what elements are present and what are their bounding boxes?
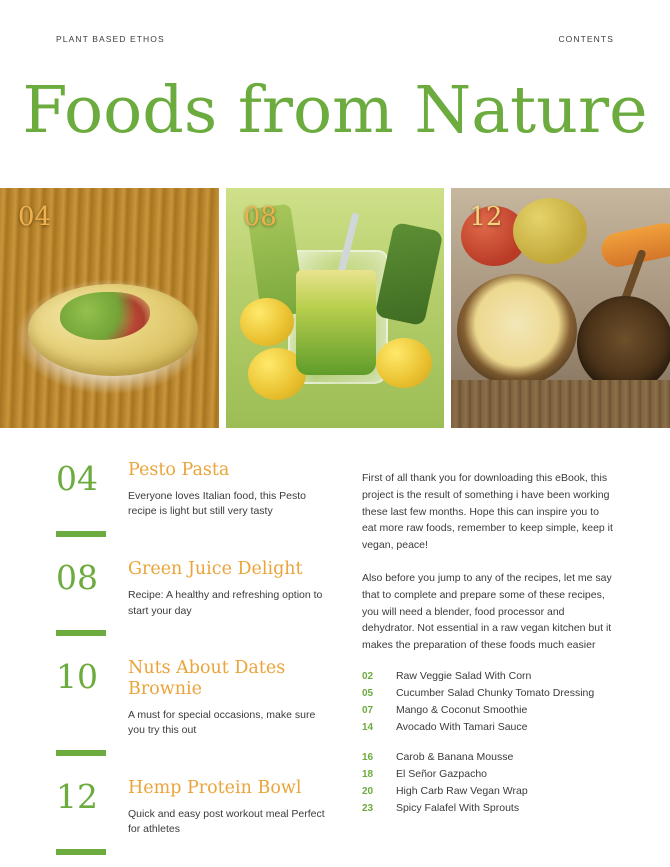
- toc-page-number: 16: [361, 751, 374, 763]
- toc-row[interactable]: [362, 687, 614, 699]
- toc-entry-label: Carob & Banana Mousse: [395, 750, 514, 763]
- straw-shape: [335, 212, 359, 282]
- toc-page-number: 02: [361, 670, 374, 682]
- pesto-pasta-photo: [0, 188, 219, 428]
- toc-entry-label: Avocado With Tamari Sauce: [395, 720, 528, 733]
- lemon-shape: [248, 348, 306, 400]
- feature-title: Nuts About Dates Brownie: [128, 658, 286, 699]
- feature-title: Hemp Protein Bowl: [128, 778, 302, 799]
- feature-description: Quick and easy post workout meal Perfect for athletes: [128, 807, 325, 836]
- photo-strip: [0, 188, 670, 428]
- toc-row[interactable]: [362, 768, 614, 780]
- feature-divider: [56, 849, 106, 855]
- feature-description: A must for special occasions, make sure you try this out: [128, 708, 316, 737]
- feature-page-number: 08: [56, 558, 98, 598]
- toc-row[interactable]: [362, 751, 614, 763]
- brand-label: PLANT BASED ETHOS: [56, 34, 165, 44]
- toc-entry-label: High Carb Raw Vegan Wrap: [395, 784, 528, 797]
- page-title: Foods from Nature: [22, 73, 648, 148]
- toc-page-number: 18: [361, 768, 374, 780]
- lemon-shape: [376, 338, 432, 388]
- toc-page-number: 05: [361, 687, 374, 699]
- bamboo-mat-shape: [451, 380, 670, 428]
- feature-item[interactable]: [56, 658, 334, 756]
- lemon-shape: [240, 298, 294, 346]
- toc-entry-label: Spicy Falafel With Sprouts: [395, 801, 520, 814]
- toc-group: [362, 751, 614, 814]
- green-juice-photo: [226, 188, 445, 428]
- feature-page-number: 10: [56, 657, 98, 697]
- toc-entry-label: El Señor Gazpacho: [395, 767, 488, 780]
- toc-entry-label: Raw Veggie Salad With Corn: [395, 669, 532, 682]
- coconut-bowl-photo: [451, 188, 670, 428]
- photo-number: 04: [18, 202, 52, 232]
- toc-page-number: 14: [361, 721, 374, 733]
- toc-row[interactable]: [362, 721, 614, 733]
- feature-title: Green Juice Delight: [128, 559, 303, 580]
- feature-page-number: 04: [56, 459, 98, 498]
- feature-description: Recipe: A healthy and refreshing option to start your day: [128, 588, 323, 617]
- intro-and-toc-column: [362, 460, 614, 867]
- feature-item[interactable]: [56, 559, 334, 636]
- toc-entry-label: Cucumber Salad Chunky Tomato Dressing: [395, 686, 595, 699]
- toc-row[interactable]: [362, 802, 614, 814]
- intro-paragraph-1: First of all thank you for downloading this eBook, this project is the result of something i have been working these last few months. Hope this can inspire you to eat more raw foods, remember to keep simple, keep it vegan, peace!: [361, 472, 613, 552]
- feature-page-number: 12: [56, 777, 98, 817]
- cucumber-shape: [374, 222, 443, 326]
- toc-entry-label: Mango & Coconut Smoothie: [395, 703, 528, 716]
- feature-item[interactable]: [56, 778, 334, 855]
- feature-item[interactable]: [56, 460, 334, 537]
- contents-label: CONTENTS: [558, 34, 614, 44]
- toc-row[interactable]: [362, 785, 614, 797]
- feature-divider: [56, 750, 106, 756]
- feature-divider: [56, 531, 106, 537]
- feature-divider: [56, 630, 106, 636]
- toc-row[interactable]: [362, 670, 614, 682]
- photo-number: 12: [469, 202, 503, 232]
- coconut-bowl-shape: [577, 296, 670, 392]
- toc-page-number: 07: [361, 704, 374, 716]
- toc-page-number: 20: [361, 785, 374, 797]
- intro-paragraph-2: Also before you jump to any of the recipes, let me say that to complete and prepare some of these recipes, you will need a blender, food processor and dehydrator. Not essential in a raw vegan kitchen but it makes the preparation of these foods much easier: [361, 571, 612, 652]
- feature-description: Everyone loves Italian food, this Pesto recipe is light but still very tasty: [128, 489, 307, 518]
- toc-group: [362, 670, 614, 733]
- sauce-bowl-shape: [457, 274, 577, 386]
- toc-row[interactable]: [362, 704, 614, 716]
- contents-body: [56, 460, 614, 867]
- feature-title: Pesto Pasta: [128, 460, 230, 480]
- toc-page-number: 23: [361, 802, 374, 814]
- photo-number: 08: [243, 202, 277, 232]
- featured-recipes-column: [56, 460, 334, 867]
- apple-shape: [513, 198, 587, 264]
- page-header: [56, 34, 614, 44]
